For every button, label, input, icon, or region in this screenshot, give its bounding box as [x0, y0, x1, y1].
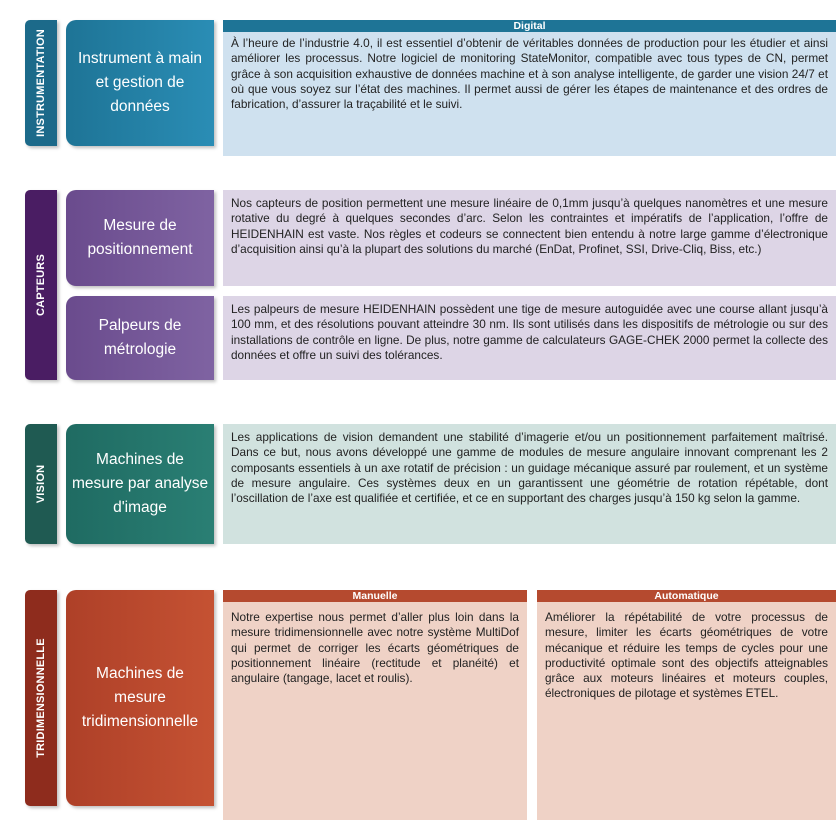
tab-instrumentation-label: INSTRUMENTATION	[35, 29, 47, 137]
title-palpeurs-metrologie-text: Palpeurs de métrologie	[98, 317, 182, 358]
text-mesure-positionnement: Nos capteurs de position permettent une mesure linéaire de 0,1mm jusqu’à quelques nanomètres et une mesure rotative du degré à quelques secondes d’arc. Selon les contraintes et impératifs de l’application, l’offre de HEIDENHAIN est vaste. Nos règles et codeurs se connectent bien entendu à notre large gamme d’électronique d’acquisition ainsi qu’à la plupart des solutions du marché (EnDat, Profinet, SSI, Drive-Cliq, Biss, etc.)	[223, 190, 836, 286]
title-instrument-a-main-text: Instrument à main et gestion de données	[77, 50, 203, 115]
panel-digital	[223, 20, 836, 146]
tab-vision	[25, 424, 57, 544]
title-palpeurs-metrologie	[66, 296, 214, 380]
text-vision: Les applications de vision demandent une stabilité d’imagerie et/ou un positionnement parfaitement maîtrisé. Dans ce but, nous avons développé une gamme de modules de mesure angulaire innovant comprenant les 2 composants essentiels à un axe rotatif de précision : un guidage mécanique assuré par roulement, et un système de mesure angulaire. Ces systèmes deux en un garantissent une géométrie de rotation répétable, dont l’oscillation de l’axe est qualifiée et certifiée, et ce en supportant des charges jusqu’à 150 kg selon la gamme.	[223, 424, 836, 544]
panel-automatique	[537, 590, 836, 806]
title-machines-tridimensionnelle-text: Machines de mesure tridimensionnelle	[81, 665, 199, 730]
tab-capteurs-label: CAPTEURS	[35, 253, 47, 317]
text-palpeurs-metrologie: Les palpeurs de mesure HEIDENHAIN possèdent une tige de mesure autoguidée avec une course allant jusqu’à 100 mm, et des résolutions pouvant atteindre 30 nm. Ils sont utilisés dans les dispositifs de métrologie ou sur des installations de contrôle en ligne. De plus, notre gamme de calculateurs GAGE-CHEK 2000 permet la collecte des données et offre un suivi des tolérances.	[223, 296, 836, 380]
title-machines-analyse-image	[66, 424, 214, 544]
title-mesure-positionnement-text: Mesure de positionnement	[87, 217, 193, 258]
text-automatique: Améliorer la répétabilité de votre processus de mesure, limiter les écarts géométriques de votre mécanique et réduire les temps de cycles pour une productivité optimale sont des objectifs atteignables grâce aux moteurs linéaires et moteurs couples, électroniques de pilotage et systèmes ETEL.	[537, 602, 836, 820]
title-instrument-a-main	[66, 20, 214, 146]
text-manuelle: Notre expertise nous permet d’aller plus loin dans la mesure tridimensionnelle avec notre système MultiDof qui permet de corriger les écarts géométriques de positionnement linéaire (rectitude et planéité) et angulaire (tangage, lacet et roulis).	[223, 602, 527, 820]
header-automatique: Automatique	[537, 590, 836, 602]
title-machines-analyse-image-text: Machines de mesure par analyse d'image	[71, 451, 209, 516]
title-mesure-positionnement	[66, 190, 214, 286]
text-digital: À l’heure de l’industrie 4.0, il est essentiel d’obtenir de véritables données de production pour les étudier et ainsi améliorer les processus. Notre logiciel de monitoring StateMonitor, compatible avec tous types de CN, permet grâce à son acquisition exhaustive de données machine et à son analyse intelligente, de garder une vision 24/7 et où que vous soyez sur l’état des machines. Il permet aussi de gérer les étapes de maintenance et des ordres de fabrication, d’assurer la traçabilité et le suivi.	[223, 32, 836, 156]
tab-capteurs	[25, 190, 57, 380]
header-manuelle: Manuelle	[223, 590, 527, 602]
tab-tridimensionnelle	[25, 590, 57, 806]
tab-vision-label: VISION	[35, 464, 47, 504]
tab-instrumentation	[25, 20, 57, 146]
header-digital: Digital	[223, 20, 836, 32]
title-machines-tridimensionnelle	[66, 590, 214, 806]
tab-tridimensionnelle-label: TRIDIMENSIONNELLE	[35, 638, 47, 758]
panel-manuelle	[223, 590, 527, 806]
